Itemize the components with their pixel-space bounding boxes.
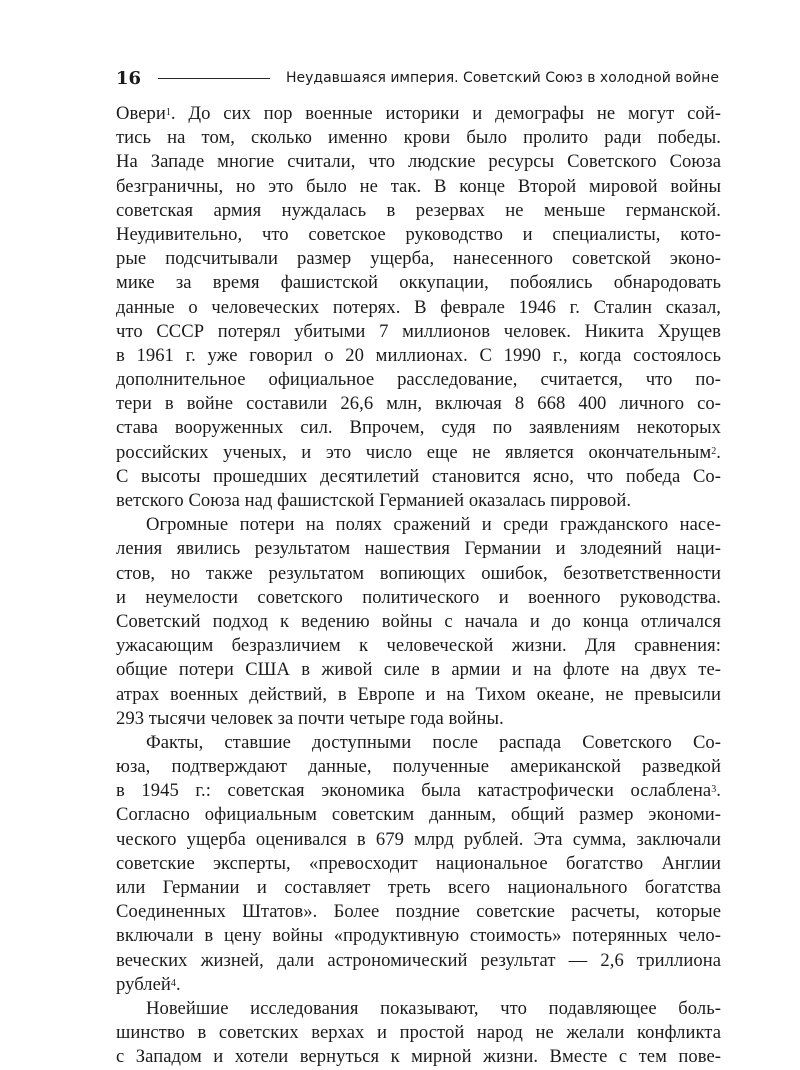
text-line <box>116 126 721 150</box>
text-line-content: и неумелости советского политического и военного руководства. <box>116 586 721 608</box>
text-line <box>116 175 721 199</box>
body-text <box>116 102 721 1070</box>
text-line <box>116 150 721 174</box>
text-line-content: Новейшие исследования показывают, что подавляющее боль- <box>146 997 721 1019</box>
text-line <box>116 102 721 126</box>
text-line-content: Факты, ставшие доступными после распада Советского Со- <box>146 731 721 753</box>
text-line-tail: . До сих пор военные историки и демографы не могут сой- <box>170 103 721 124</box>
text-line <box>116 392 721 416</box>
text-line <box>116 247 721 271</box>
text-line-content: дополнительное официальное расследование, считается, что по- <box>116 369 721 391</box>
text-line <box>116 973 721 997</box>
text-line-content: советская армия нуждалась в резервах не меньше германской. <box>116 199 721 221</box>
text-line-content: мике за время фашистской оккупации, побоялись обнародовать <box>116 272 721 294</box>
text-line-content: ужасающим безразличием к человеческой жизни. Для сравнения: <box>116 635 721 657</box>
text-line <box>116 416 721 440</box>
text-line-content: ветского Союза над фашистской Германией оказалась пирровой. <box>116 490 632 511</box>
footnote-marker: 4 <box>170 977 176 989</box>
text-line <box>116 320 721 344</box>
text-line <box>116 1045 721 1069</box>
text-line-content: Огромные потери на полях сражений и среди гражданского насе- <box>146 514 721 536</box>
text-line <box>116 683 721 707</box>
text-line-content: Неудивительно, что советское руководство и специалисты, кото- <box>116 223 721 245</box>
text-line-content: 293 тысячи человек за почти четыре года войны. <box>116 707 504 729</box>
text-line <box>116 296 721 320</box>
text-line <box>116 271 721 295</box>
footnote-marker: 3 <box>711 784 717 796</box>
text-line-content: Соединенных Штатов». Более поздние советские расчеты, которые <box>116 901 721 923</box>
text-line <box>116 513 721 537</box>
text-line-content: веческих жизней, дали астрономический результат — 2,6 триллиона <box>116 949 721 971</box>
text-line <box>116 949 721 973</box>
text-line <box>116 465 721 489</box>
text-line-content: советские эксперты, «превосходит национальное богатство Англии <box>116 852 721 874</box>
text-line <box>116 586 721 610</box>
text-line <box>116 658 721 682</box>
header-rule <box>158 78 270 79</box>
text-line-content: в 1945 г.: советская экономика была катастрофически ослаблена <box>116 780 712 802</box>
text-line-content: данные о человеческих потерях. В феврале 1946 г. Сталин сказал, <box>116 296 721 318</box>
text-line-content: Овери <box>116 103 166 124</box>
running-head <box>116 66 722 90</box>
text-line-content: ления явились результатом нашествия Германии и злодеяний наци- <box>116 538 721 560</box>
text-line-content: Согласно официальным советским данным, общий размер экономи- <box>116 804 721 826</box>
text-line-content: рые подсчитывали размер ущерба, нанесенного советской эконо- <box>116 248 721 270</box>
text-line <box>116 779 721 803</box>
text-line <box>116 489 721 513</box>
text-line <box>116 537 721 561</box>
text-line-content: в 1961 г. уже говорил о 20 миллионах. С 1990 г., когда состоялось <box>116 344 721 366</box>
text-line <box>116 441 721 465</box>
text-line <box>116 803 721 827</box>
text-line-content: атрах военных действий, в Европе и на Тихом океане, не превысили <box>116 683 721 705</box>
text-line <box>116 199 721 223</box>
text-line <box>116 828 721 852</box>
footnote-marker: 1 <box>165 107 171 118</box>
text-line <box>116 876 721 900</box>
text-line <box>116 731 721 755</box>
text-line-content: юза, подтверждают данные, полученные американской разведкой <box>116 756 721 778</box>
text-line <box>116 755 721 779</box>
running-title: Неудавшаяся империя. Советский Союз в холодной войне <box>286 70 719 86</box>
text-line-content: что СССР потерял убитыми 7 миллионов человек. Никита Хрущев <box>116 320 721 342</box>
text-line-content: рублей <box>116 973 171 995</box>
text-line-content: российских ученых, и это число еще не является окончательным <box>116 441 712 463</box>
text-line <box>116 707 721 731</box>
text-line-content: общие потери США в живой силе в армии и на флоте на двух те- <box>116 659 721 681</box>
text-line-tail: . <box>716 441 721 463</box>
text-line <box>116 1021 721 1045</box>
text-line-content: включали в цену войны «продуктивную стоимость» потерянных чело- <box>116 925 721 947</box>
text-line-tail: . <box>716 780 721 802</box>
text-line-content: тись на том, сколько именно крови было пролито ради победы. <box>116 127 721 149</box>
text-line <box>116 924 721 948</box>
text-line <box>116 634 721 658</box>
text-line <box>116 610 721 634</box>
text-line <box>116 368 721 392</box>
text-line-content: ческого ущерба оценивался в 679 млрд рублей. Эта сумма, заключали <box>116 828 721 850</box>
text-line-tail: . <box>175 973 181 995</box>
text-line-content: шинство в советских верхах и простой народ не желали конфликта <box>116 1022 721 1044</box>
footnote-marker: 2 <box>711 445 717 457</box>
text-line-content: На Западе многие считали, что людские ресурсы Советского Союза <box>116 151 721 173</box>
text-line <box>116 900 721 924</box>
text-line-content: стов, но также результатом вопиющих ошибок, безответственности <box>116 562 721 584</box>
text-line-content: безграничны, но это было не так. В конце Второй мировой войны <box>116 175 721 197</box>
text-line-content: или Германии и составляет треть всего национального богатства <box>116 877 721 898</box>
text-line-content: става вооруженных сил. Впрочем, судя по заявлениям некоторых <box>116 417 721 439</box>
text-line <box>116 852 721 876</box>
text-line-content: тери в войне составили 26,6 млн, включая 8 668 400 личного со- <box>116 393 721 415</box>
text-line <box>116 997 721 1021</box>
text-line <box>116 344 721 368</box>
page-number: 16 <box>116 67 142 89</box>
text-line-content: С высоты прошедших десятилетий становится ясно, что победа Со- <box>116 465 721 487</box>
text-line-content: Советский подход к ведению войны с начала и до конца отличался <box>116 610 721 632</box>
text-line <box>116 562 721 586</box>
text-line <box>116 223 721 247</box>
text-line-content: с Западом и хотели вернуться к мирной жизни. Вместе с тем пове- <box>116 1046 721 1068</box>
